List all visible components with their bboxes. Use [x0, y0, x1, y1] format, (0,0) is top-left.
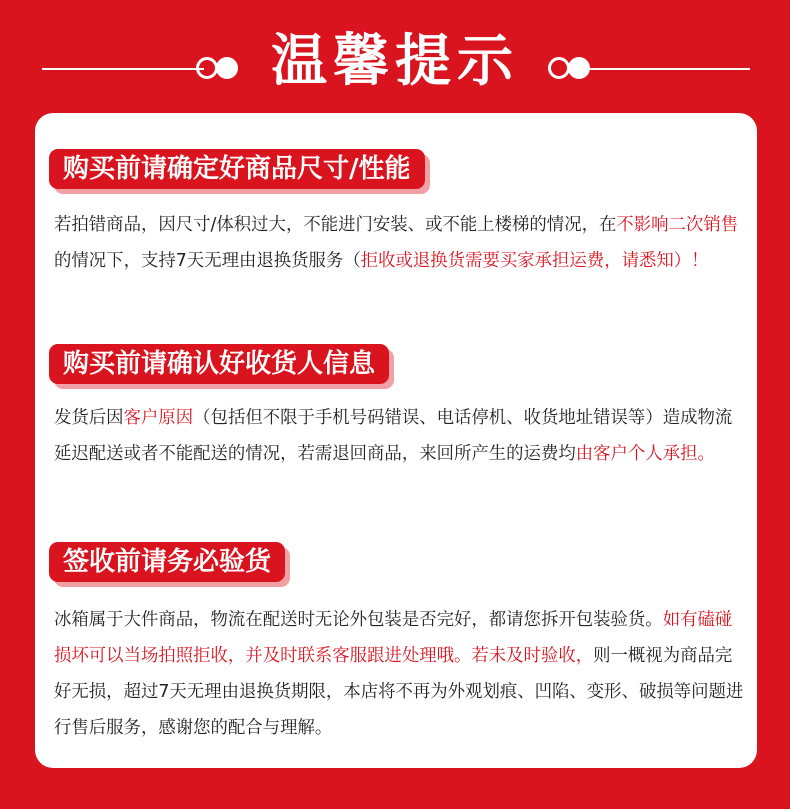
title-line-left	[42, 68, 204, 70]
section-heading: 购买前请确定好商品尺寸/性能	[49, 149, 425, 189]
section-body: 发货后因客户原因（包括但不限于手机号码错误、电话停机、收货地址错误等）造成物流延迟配送或者不能配送的情况，若需退回商品，来回所产生的运费均由客户个人承担。	[54, 408, 733, 464]
section-body: 若拍错商品，因尺寸/体积过大，不能进门安装、或不能上楼梯的情况，在不影响二次销售的情况下，支持7天无理由退换货服务（拒收或退换货需要买家承担运费，请悉知）！	[54, 215, 739, 271]
section-heading: 签收前请务必验货	[49, 542, 285, 582]
title-line-right	[590, 68, 750, 70]
section-body: 冰箱属于大件商品，物流在配送时无论外包装是否完好，都请您拆开包装验货。如有磕碰损坏可以当场拍照拒收，并及时联系客服跟进处理哦。若未及时验收，则一概视为商品完好无损，超过7天无理由退换货期限，本店将不再为外观划痕、凹陷、变形、破损等问题进行售后服务，感谢您的配合与理解。	[54, 610, 744, 738]
rings-right-icon	[548, 55, 596, 83]
section-heading: 购买前请确认好收货人信息	[49, 344, 389, 384]
page-title: 温馨提示	[271, 29, 519, 94]
title-banner	[0, 0, 790, 110]
notice-card	[35, 113, 757, 768]
rings-left-icon	[196, 55, 244, 83]
